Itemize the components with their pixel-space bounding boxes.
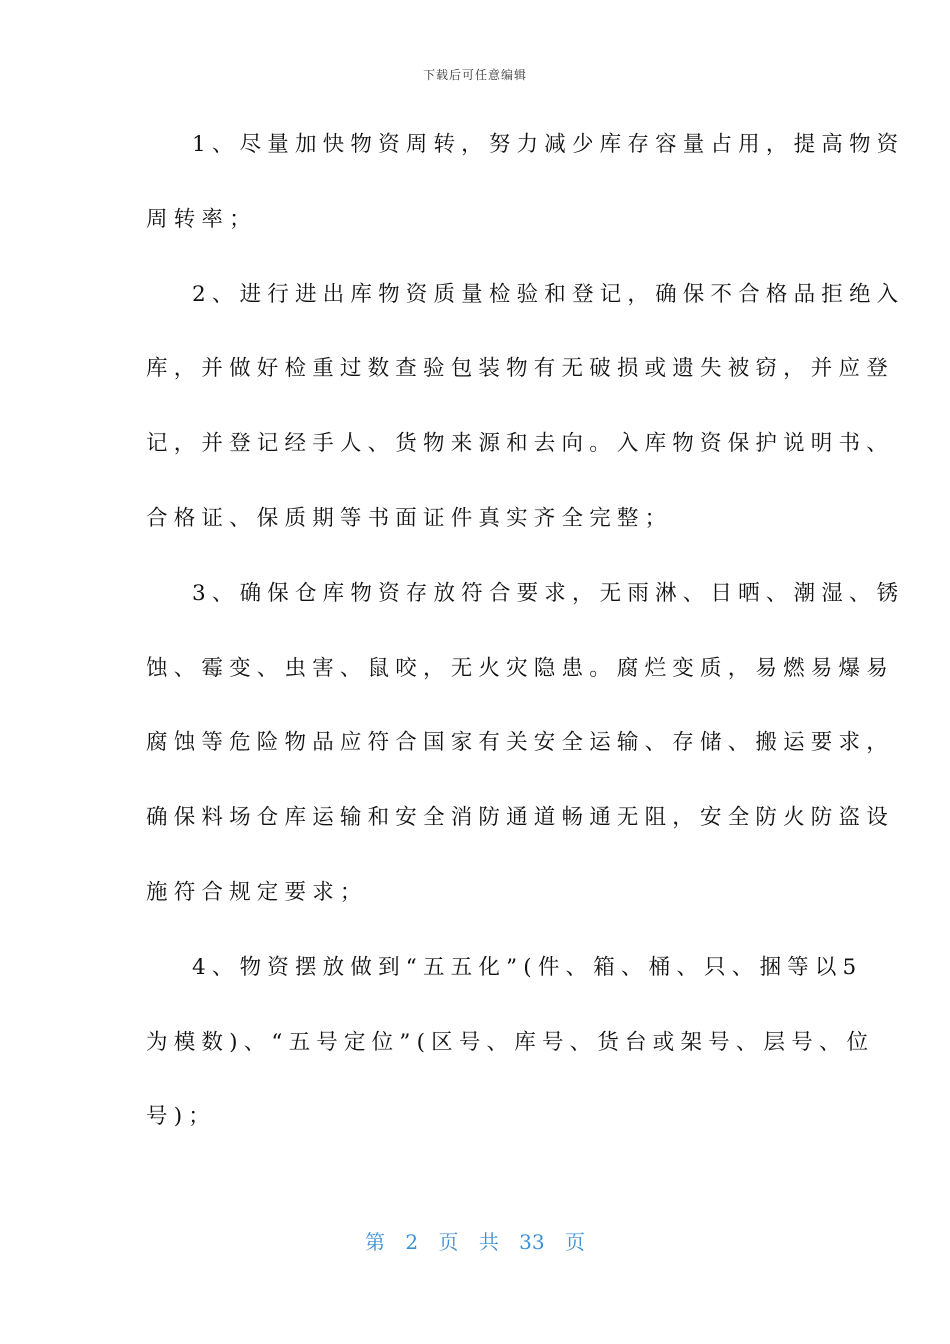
text-line: 号)； [146, 1104, 216, 1130]
text-line: 4、物资摆放做到“五五化”(件、箱、桶、只、捆等以5 [192, 954, 863, 980]
text-line: 为模数)、“五号定位”(区号、库号、货台或架号、层号、位 [146, 1029, 875, 1055]
text-line: 合格证、保质期等书面证件真实齐全完整； [146, 505, 673, 531]
text-line: 蚀、霉变、虫害、鼠咬，无火灾隐患。腐烂变质，易燃易爆易 [146, 655, 894, 681]
total-pages: 33 [519, 1230, 545, 1254]
text-line: 确保料场仓库运输和安全消防通道畅通无阻，安全防火防盗设 [146, 805, 894, 831]
page-footer [0, 1226, 950, 1255]
document-body [146, 108, 905, 1155]
footer-page-word: 页 [438, 1230, 459, 1254]
text-line: 库，并做好检重过数查验包装物有无破损或遗失被窃，并应登 [146, 356, 894, 382]
text-line: 施符合规定要求； [146, 879, 368, 905]
text-line: 记，并登记经手人、货物来源和去向。入库物资保护说明书、 [146, 431, 894, 457]
current-page-number: 2 [405, 1230, 419, 1254]
header-note: 下载后可任意编辑 [422, 68, 527, 82]
text-line: 1、尽量加快物资周转，努力减少库存容量占用，提高物资 [192, 132, 905, 157]
text-line: 腐蚀等危险物品应符合国家有关安全运输、存储、搬运要求， [146, 730, 894, 756]
footer-total-prefix: 共 [478, 1230, 499, 1254]
footer-suffix: 页 [564, 1230, 585, 1254]
text-line: 周转率； [146, 206, 257, 232]
footer-prefix: 第 [365, 1230, 385, 1254]
text-line: 3、确保仓库物资存放符合要求，无雨淋、日晒、潮湿、锈 [192, 580, 905, 606]
text-line: 2、进行进出库物资质量检验和登记，确保不合格品拒绝入 [192, 281, 905, 307]
